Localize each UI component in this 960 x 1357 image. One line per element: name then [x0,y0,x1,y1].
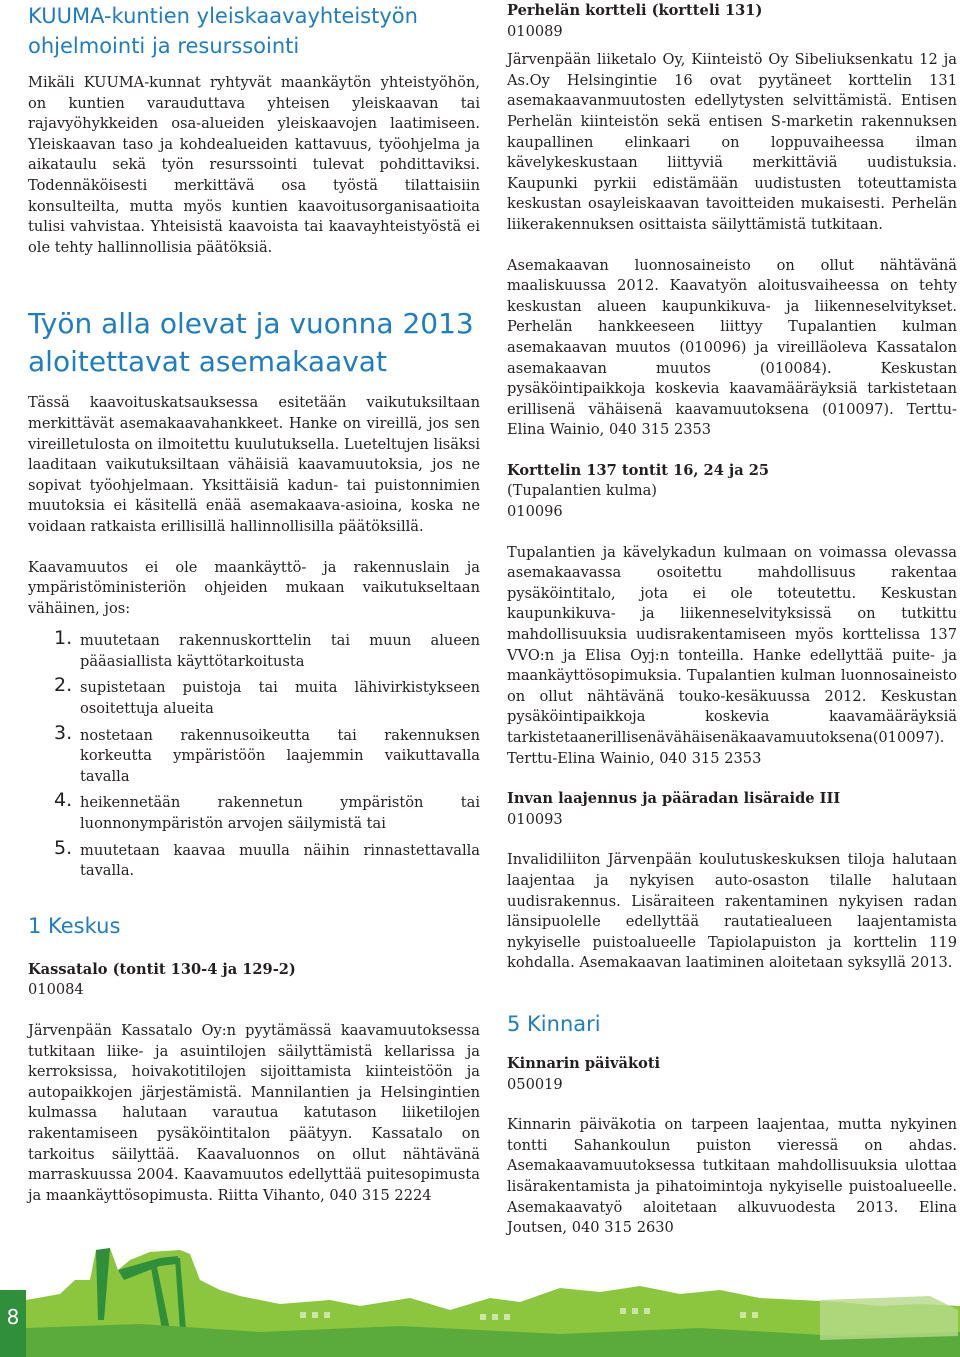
list-item [54,789,480,834]
list-item [54,721,480,788]
perhela-code: 010089 [507,22,563,40]
list-text: heikennetään rakennetun ympäristön tai luonnonympäristön arvojen säilymistä tai [80,794,480,833]
perhela-text-1: Järvenpään liiketalo Oy, Kiinteistö Oy Sibeliuksenkatu 12 ja As.Oy Helsingintie 16 ovat pyytäneet korttelin 131 asemakaavanmuutosten edellytysten selvittämistä. Entisen Perhelän kiinteistön sekä entisen S-marketin rakennuksen kaupallinen elinkaari on loppuvaiheessa ilman kävelykeskustaan liittyviä merkittäviä uudistuksia. Kaupunki pyrkii edistämään uudistusten toteuttamista keskustan osayleiskaavan tavoitteiden mukaisesti. Perhelän liikerakennuksen osittaista säilyttämistä tutkitaan. [507,51,957,233]
kortteli137-subtitle: (Tupalantien kulma) [507,482,657,500]
perhela-text-2: Asemakaavan luonnosaineisto on ollut nähtävänä maaliskuussa 2012. Kaavatyön aloitusvaiheessa on tehty keskustan alueen kaupunkikuva- ja liikenneselvitykset. Perhelän hankkeeseen liittyy Tupalantien kulman asemakaavan muutos (010096) ja vireilläoleva Kassatalon asemakaavan muutos (010084). Keskustan pysäköintipaikkoja koskevia kaavamääräyksiä tarkistetaan erillisenä vähäisenä kaavamuutoksena (010097). Terttu-Elina Wainio, 040 315 2353 [507,256,957,439]
kassatalo-text: Järvenpään Kassatalo Oy:n pyytämässä kaavamuutoksessa tutkitaan liike- ja asuintilojen säilyttämistä kellarissa ja kerroksissa, hoivakotitilojen sijoittamista kiinteistöön ja autopaikkojen järjestämistä. Mannilantien ja Helsingintien kulmassa halutaan varautua katutason liiketilojen rakentamiseen pysäköintitalon päätyyn. Kassatalo on tarkoitus säilyttää. Kaavaluonnos on ollut nähtävänä marraskuussa 2004. Kaavamuutos edellyttää puitesopimusta ja maankäyttösopimusta. Riitta Vihanto, 040 315 2224 [28,1022,480,1204]
list-number: 5. [54,836,73,859]
list-number: 2. [54,674,73,697]
paragraph-program: Mikäli KUUMA-kunnat ryhtyvät maankäytön yhteistyöhön, on kuntien varauduttava yhteisen yleiskaavan tai rajavyöhykkeiden osa-alueiden yleiskaavojen laatimiseen. Yleiskaavan taso ja kohdealueiden kattavuus, työohjelma ja aikataulu sekä työn resurssointi tulevat pohdittaviksi. Todennäköisesti merkittävä osa työstä tilattaisiin konsulteilta, mutta myös kuntien kaavoitusorganisaatioita tulisi vahvistaa. Yhteisistä kaavoista tai kaavayhteistyöstä ei ole tehty hallinnollisia päätöksiä. [28,74,480,256]
kassatalo-title: Kassatalo (tontit 130-4 ja 129-2) [28,960,296,978]
kinnari-code: 050019 [507,1075,563,1093]
kassatalo-code: 010084 [28,981,84,999]
heading-program: KUUMA-kuntien yleiskaavayhteistyön ohjelmointi ja resurssointi [28,4,418,58]
kortteli137-code: 010096 [507,503,563,521]
heading-kinnari: 5 Kinnari [507,1011,601,1036]
invan-text: Invalidiliiton Järvenpään koulutuskeskuksen tiloja halutaan laajentaa ja nykyisen auto-osaston tilalle halutaan uudisrakennus. Lisäraiteen rakentaminen nykyisen radan länsipuolelle edellyttää rautatiealueen laajentamista nykyiselle puistoalueelle Tapiolapuiston ja korttelin 119 kohdalla. Asemakaavan laatiminen aloitetaan syksyllä 2013. [507,851,957,972]
kortteli137-text: Tupalantien ja kävelykadun kulmaan on voimassa olevassa asemakaavassa osoitettu mahdollisuus rakentaa pysäköintitalo, jota ei ole toteutettu. Keskustan kaupunkikuva- ja liikenneselvityksissä on tutkittu mahdollisuuksia uudisrakentamiseen myös korttelissa 137 VVO:n ja Elisa Oyj:n tonteilla. Hanke edellyttää puite- ja maankäyttösopimuksia. Tupalantien kulman luonnosaineisto on ollut nähtävänä touko-kesäkuussa 2012. Keskustan pysäköintipaikkoja koskevia kaavamääräyksiä tarkistetaanerillisenävähäisenäkaavamuutoksena(010097). Terttu-Elina Wainio, 040 315 2353 [507,543,957,767]
left-column [28,0,480,1206]
paragraph-plans-2: Kaavamuutos ei ole maankäyttö- ja rakennuslain ja ympäristöministeriön ohjeiden mukaan vaikutukseltaan vähäinen, jos: [28,558,480,617]
right-column [507,0,957,1239]
footer-city-silhouette [0,1240,960,1357]
paragraph-plans-1: Tässä kaavoituskatsauksessa esitetään vaikutuksiltaan merkittävät asemakaavahankkeet. Hanke on vireillä, jos sen vireilletulosta on ilmoitettu kuulutuksella. Lueteltujen lisäksi laaditaan vaikutuksiltaan vähäisiä kaavamuutoksia, jos ne sopivat työohjelmaan. Yksittäisiä kadun- tai puistonnimien muutoksia ei käsitellä enää asemakaava-asioina, koska ne voidaan ratkaista erillisillä hallinnollisilla päätöksillä. [28,394,480,535]
invan-title: Invan laajennus ja pääradan lisäraide III [507,790,841,808]
kinnari-text: Kinnarin päiväkotia on tarpeen laajentaa, mutta nykyinen tontti Sahankoulun puiston vieressä on ahdas. Asemakaavamuutoksessa tutkitaan mahdollisuuksia ulottaa lisärakentamista ja pihatoimintoja nykyiselle puistoalueelle. Asemakaavatyö aloitetaan alkuvuodesta 2013. Elina Joutsen, 040 315 2630 [507,1116,957,1237]
kinnari-title: Kinnarin päiväkoti [507,1054,661,1072]
criteria-list [54,627,480,882]
list-number: 4. [54,789,73,812]
list-text: supistetaan puistoja tai muita lähivirkistykseen osoitettuja alueita [80,679,480,718]
list-number: 1. [54,627,73,650]
list-item [54,836,480,882]
train-shape [820,1296,958,1340]
list-number: 3. [54,721,73,744]
list-item [54,674,480,719]
heading-keskus: 1 Keskus [28,913,121,938]
kortteli137-title: Korttelin 137 tontit 16, 24 ja 25 [507,461,770,479]
perhela-title: Perhelän kortteli (kortteli 131) [507,2,763,19]
invan-code: 010093 [507,810,563,828]
list-text: muutetaan rakennuskorttelin tai muun alueen pääasiallista käyttötarkoitusta [80,632,480,670]
heading-plans: Työn alla olevat ja vuonna 2013 aloitettavat asemakaavat [28,307,474,379]
list-text: muutetaan kaavaa muulla näihin rinnastettavalla tavalla. [80,841,480,880]
list-text: nostetaan rakennusoikeutta tai rakennuksen korkeutta ympäristöön laajemmin vaikuttavalla tavalla [80,726,480,785]
page-number: 8 [6,1305,20,1329]
list-item [54,627,480,672]
